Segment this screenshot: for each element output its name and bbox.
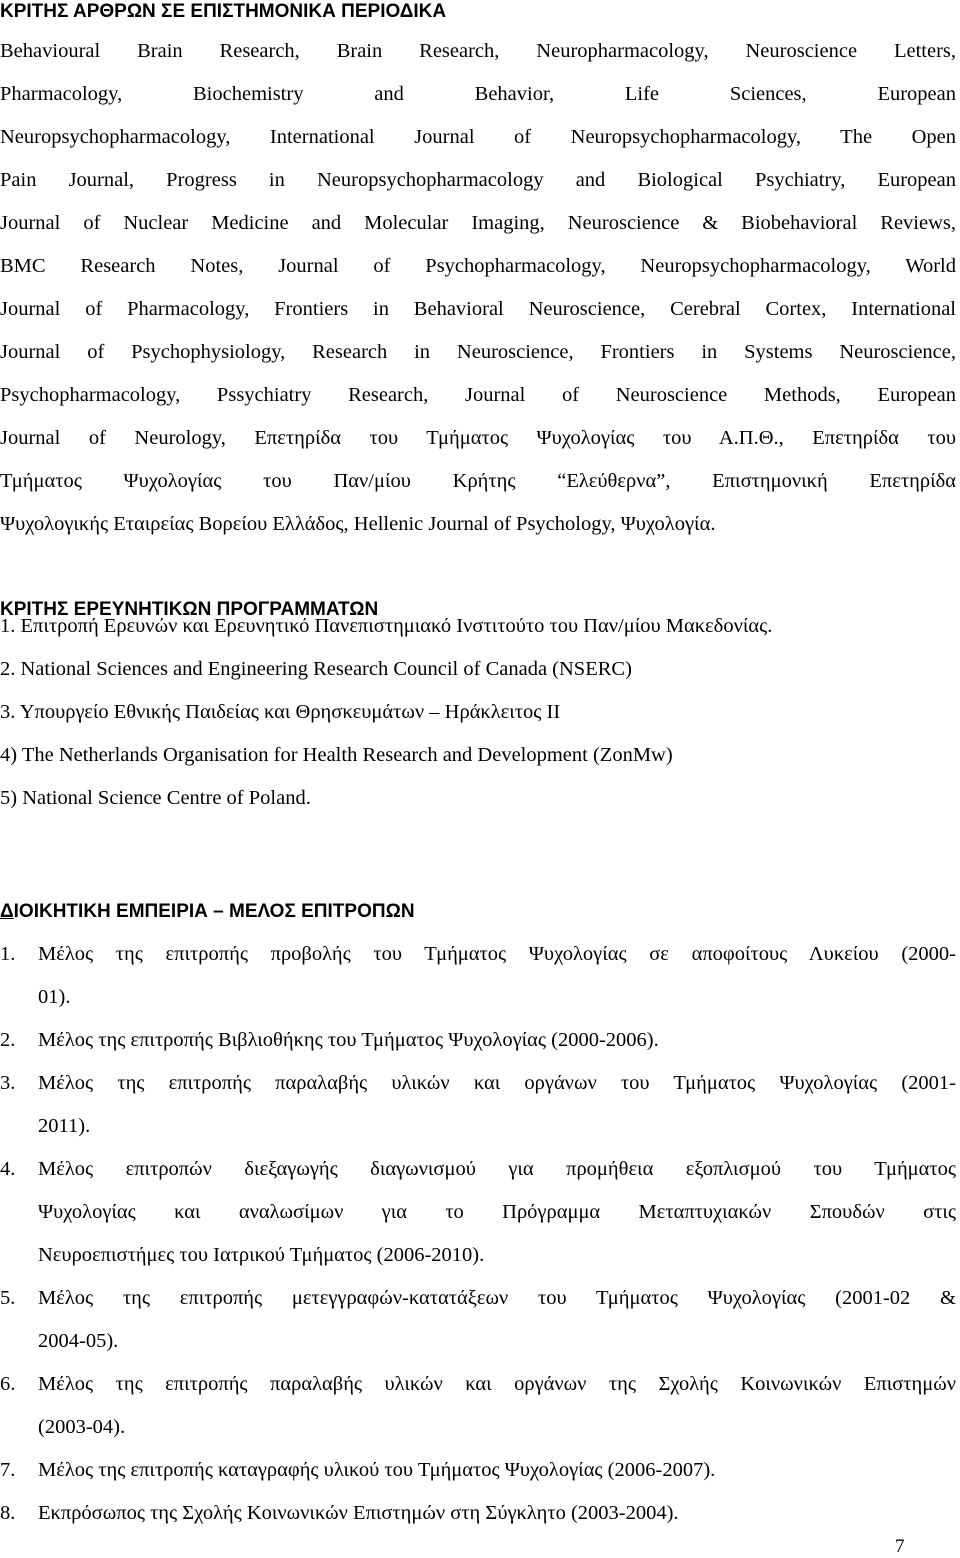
item-number: 3. [0, 1072, 16, 1094]
paragraph-line: Pharmacology, Biochemistry and Behavior, Life Sciences, European [0, 83, 956, 105]
item-line: Ψυχολογίας και αναλωσίμων για το Πρόγραμμα Μεταπτυχιακών Σπουδών στις [38, 1201, 956, 1223]
item-line: Εκπρόσωπος της Σχολής Κοινωνικών Επιστημών στη Σύγκλητο (2003-2004). [38, 1502, 679, 1524]
list-item: 1. Επιτροπή Ερευνών και Ερευνητικό Πανεπιστημιακό Ινστιτούτο του Παν/μίου Μακεδονίας. [0, 615, 773, 637]
item-line: Μέλος της επιτροπής παραλαβής υλικών και οργάνων του Τμήματος Ψυχολογίας (2001- [38, 1072, 956, 1094]
item-line: (2003-04). [38, 1416, 126, 1438]
item-number: 6. [0, 1373, 16, 1395]
paragraph-line: BMC Research Notes, Journal of Psychopharmacology, Neuropsychopharmacology, World [0, 255, 956, 277]
item-line: 2011). [38, 1115, 91, 1137]
paragraph-line: Journal of Nuclear Medicine and Molecular Imaging, Neuroscience & Biobehavioral Reviews, [0, 212, 956, 234]
item-line: Μέλος της επιτροπής προβολής του Τμήματος Ψυχολογίας σε αποφοίτους Λυκείου (2000- [38, 943, 956, 965]
paragraph-line: Τμήματος Ψυχολογίας του Παν/μίου Κρήτης “Ελεύθερνα”, Επιστημονική Επετηρίδα [0, 470, 956, 492]
item-number: 1. [0, 943, 16, 965]
list-item: 4) The Netherlands Organisation for Health Research and Development (ZonMw) [0, 744, 673, 766]
heading-rest: ΙΟΙΚΗΤΙΚΗ ΕΜΠΕΙΡΙΑ – ΜΕΛΟΣ ΕΠΙΤΡΟΠΩΝ [13, 901, 415, 922]
list-item [0, 1492, 956, 1535]
list-item: 2. National Sciences and Engineering Research Council of Canada (NSERC) [0, 658, 632, 680]
research-programs-heading: ΚΡΙΤΗΣ ΕΡΕΥΝΗΤΙΚΩΝ ΠΡΟΓΡΑΜΜΑΤΩΝ [0, 599, 379, 620]
paragraph-line: Journal of Pharmacology, Frontiers in Behavioral Neuroscience, Cerebral Cortex, International [0, 298, 956, 320]
paragraph-line: Ψυχολογικής Εταιρείας Βορείου Ελλάδος, Hellenic Journal of Psychology, Ψυχολογία. [0, 513, 716, 535]
paragraph-line: Pain Journal, Progress in Neuropsychopharmacology and Biological Psychiatry, European [0, 169, 956, 191]
paragraph-line: Journal of Neurology, Επετηρίδα του Τμήματος Ψυχολογίας του Α.Π.Θ., Επετηρίδα του [0, 427, 956, 449]
paragraph-line: Behavioural Brain Research, Brain Research, Neuropharmacology, Neuroscience Letters, [0, 40, 956, 62]
list-item [0, 1148, 956, 1277]
reviewer-journals-paragraph [0, 30, 956, 546]
list-item: 3. Υπουργείο Εθνικής Παιδείας και Θρησκευμάτων – Ηράκλειτος ΙΙ [0, 701, 561, 723]
administrative-list [0, 933, 956, 1535]
item-line: Μέλος της επιτροπής μετεγγραφών-κατατάξεων του Τμήματος Ψυχολογίας (2001-02 & [38, 1287, 956, 1309]
item-line: 01). [38, 986, 71, 1008]
list-item [0, 1062, 956, 1148]
item-line: Μέλος της επιτροπής παραλαβής υλικών και οργάνων της Σχολής Κοινωνικών Επιστημών [38, 1373, 956, 1395]
list-item [0, 1277, 956, 1363]
administrative-heading [0, 900, 415, 924]
list-item: 5) National Science Centre of Poland. [0, 787, 311, 809]
item-number: 4. [0, 1158, 16, 1180]
list-item [0, 1019, 956, 1062]
item-line: Νευροεπιστήμες του Ιατρικού Τμήματος (2006-2010). [38, 1244, 485, 1266]
paragraph-line: Journal of Psychophysiology, Research in Neuroscience, Frontiers in Systems Neuroscience, [0, 341, 956, 363]
paragraph-line: Neuropsychopharmacology, International Journal of Neuropsychopharmacology, The Open [0, 126, 956, 148]
list-item [0, 933, 956, 1019]
item-line: 2004-05). [38, 1330, 119, 1352]
list-item [0, 1363, 956, 1449]
item-line: Μέλος της επιτροπής καταγραφής υλικού του Τμήματος Ψυχολογίας (2006-2007). [38, 1459, 716, 1481]
item-line: Μέλος επιτροπών διεξαγωγής διαγωνισμού για προμήθεια εξοπλισμού του Τμήματος [38, 1158, 956, 1180]
item-number: 5. [0, 1287, 16, 1309]
research-programs-list [0, 605, 772, 820]
reviewer-heading: ΚΡΙΤΗΣ ΑΡΘΡΩΝ ΣΕ ΕΠΙΣΤΗΜΟΝΙΚΑ ΠΕΡΙΟΔΙΚΑ [0, 1, 447, 22]
paragraph-line: Psychopharmacology, Pssychiatry Research, Journal of Neuroscience Methods, European [0, 384, 956, 406]
item-line: Μέλος της επιτροπής Βιβλιοθήκης του Τμήματος Ψυχολογίας (2000-2006). [38, 1029, 659, 1051]
item-number: 7. [0, 1459, 16, 1481]
item-number: 2. [0, 1029, 16, 1051]
heading-initial: Δ [0, 901, 14, 922]
list-item [0, 1449, 956, 1492]
item-number: 8. [0, 1502, 16, 1524]
page-number: 7 [895, 1536, 905, 1557]
